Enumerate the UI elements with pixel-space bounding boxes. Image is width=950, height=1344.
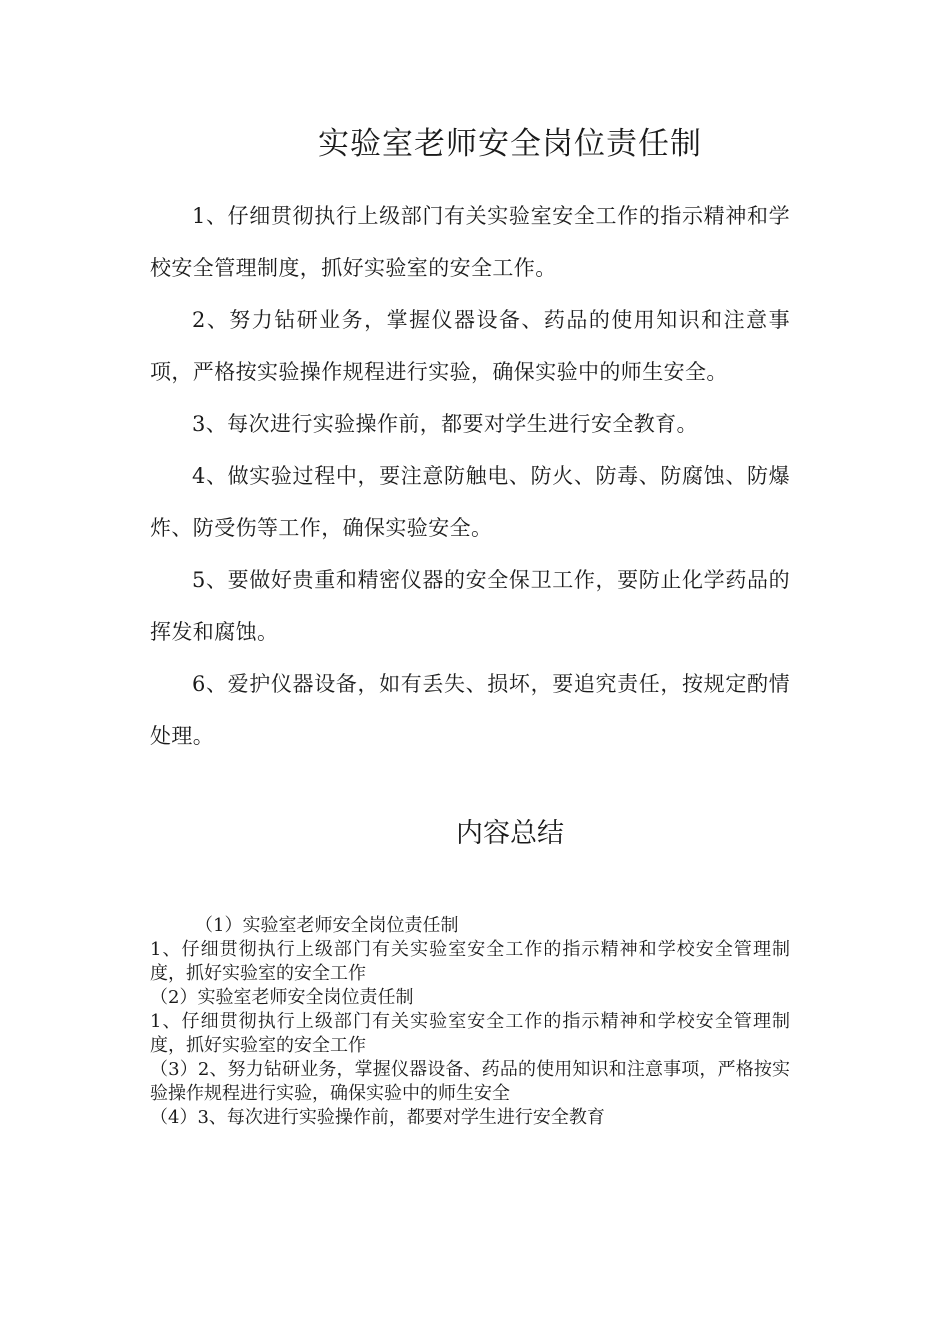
summary-entry-label: （2）实验室老师安全岗位责任制	[150, 987, 414, 1008]
paragraph-5: 5、要做好贵重和精密仪器的安全保卫工作，要防止化学药品的挥发和腐蚀。	[150, 568, 790, 644]
summary-entry-label: （3）2、努力钻研业务，掌握仪器设备、药品的使用知识和注意事项，严格按实验操作规程进行实验，确保实验中的师生安全	[150, 1059, 790, 1104]
document-body	[150, 190, 790, 762]
summary-list	[150, 914, 790, 1130]
summary-entry-label: （1）实验室老师安全岗位责任制	[195, 915, 459, 936]
paragraph-6: 6、爱护仪器设备，如有丢失、损坏，要追究责任，按规定酌情处理。	[150, 672, 790, 748]
paragraph-4: 4、做实验过程中，要注意防触电、防火、防毒、防腐蚀、防爆炸、防受伤等工作，确保实验安全。	[150, 464, 790, 540]
summary-entry-text: 1、仔细贯彻执行上级部门有关实验室安全工作的指示精神和学校安全管理制度，抓好实验室的安全工作	[150, 1011, 790, 1056]
summary-entry-text: 1、仔细贯彻执行上级部门有关实验室安全工作的指示精神和学校安全管理制度，抓好实验室的安全工作	[150, 939, 790, 984]
summary-entry-label: （4）3、每次进行实验操作前，都要对学生进行安全教育	[150, 1107, 605, 1128]
summary-title: 内容总结	[456, 818, 564, 849]
paragraph-3: 3、每次进行实验操作前，都要对学生进行安全教育。	[192, 412, 698, 436]
paragraph-1: 1、仔细贯彻执行上级部门有关实验室安全工作的指示精神和学校安全管理制度，抓好实验室的安全工作。	[150, 204, 790, 280]
document-title: 实验室老师安全岗位责任制	[318, 126, 702, 162]
paragraph-2: 2、努力钻研业务，掌握仪器设备、药品的使用知识和注意事项，严格按实验操作规程进行实验，确保实验中的师生安全。	[150, 308, 790, 384]
